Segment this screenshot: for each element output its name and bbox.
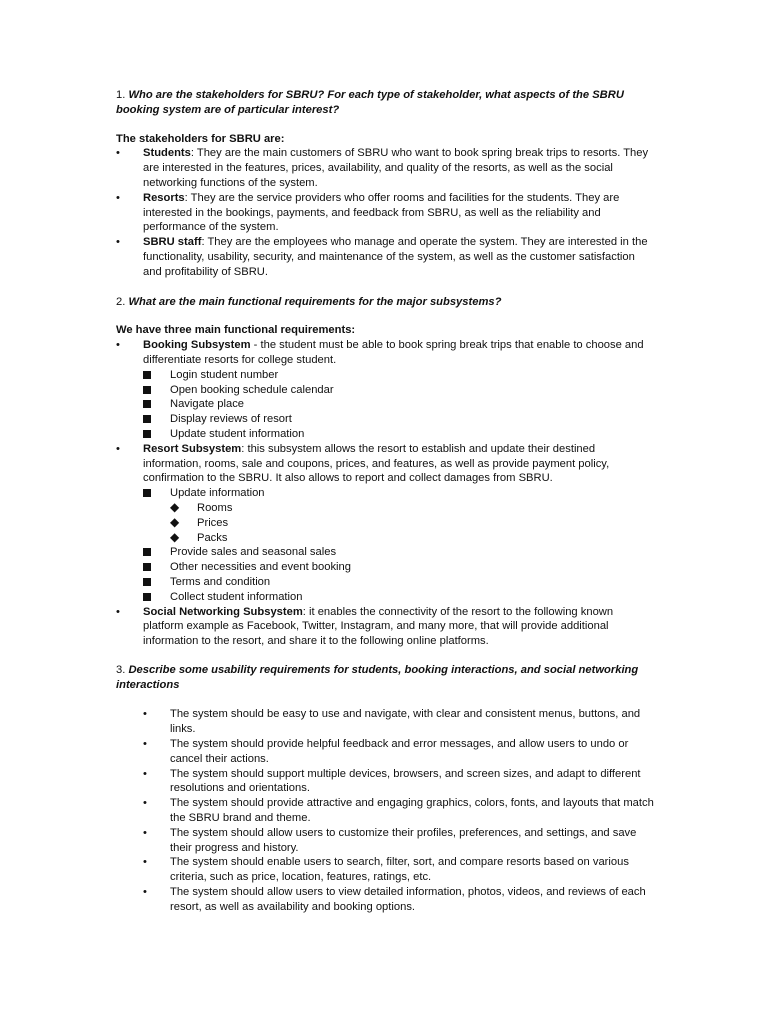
list-item (116, 707, 656, 737)
list-item (143, 427, 656, 442)
item-text: Provide sales and seasonal sales (170, 546, 337, 559)
bullet-icon: • (116, 442, 120, 455)
list-item (143, 383, 656, 398)
bullet-icon: • (143, 856, 147, 869)
item-text: The system should be easy to use and navigate, with clear and consistent menus, buttons, and links. (170, 708, 641, 736)
item-text: Navigate place (170, 398, 245, 411)
usability-list (116, 707, 656, 914)
square-bullet-icon (143, 578, 151, 586)
stakeholders-heading: The stakeholders for SBRU are: (116, 132, 285, 145)
list-item (116, 191, 656, 235)
item-text: The system should enable users to search, filter, sort, and compare resorts based on various criteria, such as price, location, features, ratings, etc. (170, 856, 629, 884)
square-bullet-icon (143, 563, 151, 571)
item-text: The system should allow users to customize their profiles, preferences, and settings, and save their progress and history. (170, 826, 637, 854)
item-text: Open booking schedule calendar (170, 383, 334, 396)
bullet-icon: • (116, 339, 120, 352)
list-item (116, 826, 656, 856)
item-term: Resorts (143, 191, 185, 204)
bullet-icon: • (143, 886, 147, 899)
diamond-bullet-icon: ◆ (170, 529, 180, 544)
item-text: The system should allow users to view detailed information, photos, videos, and reviews of each resort, as well as availability and booking options. (170, 886, 646, 913)
list-item-resort (116, 442, 656, 605)
question-text: Who are the stakeholders for SBRU? For each type of stakeholder, what aspects of the SBRU booking system are of particular interest? (116, 89, 624, 116)
item-term: Booking Subsystem (143, 339, 251, 352)
list-item (170, 516, 656, 531)
item-text: Update student information (170, 427, 305, 440)
item-term: Resort Subsystem (143, 442, 242, 455)
item-text: Login student number (170, 368, 279, 381)
square-bullet-icon (143, 386, 151, 394)
item-text: : this subsystem allows the resort to establish and update their destined information, rooms, sale and coupons, prices, and features, as well as provide payment policy, confirmation to the SBRU. It also allows to report and collect damages from SBRU. (143, 442, 610, 485)
item-text: : it enables the connectivity of the resort to the following known platform example as Facebook, Twitter, Instagram, and many more, that will provide additional information to the resort, and share it to the following online platforms. (143, 605, 614, 648)
list-item (170, 501, 656, 516)
list-item (116, 855, 656, 885)
list-item (143, 545, 656, 560)
booking-feature-list (143, 368, 656, 442)
functional-heading: We have three main functional requirements: (116, 324, 356, 337)
question-2 (116, 295, 656, 310)
item-term: Students (143, 147, 191, 160)
subsystem-list (116, 338, 656, 649)
question-1 (116, 88, 656, 118)
square-bullet-icon (143, 371, 151, 379)
question-number: 3. (116, 663, 126, 676)
question-3 (116, 663, 656, 693)
question-number: 1. (116, 89, 126, 101)
list-item (143, 397, 656, 412)
list-item (116, 767, 656, 797)
bullet-icon: • (116, 147, 120, 160)
item-text: The system should provide helpful feedback and error messages, and allow users to undo or cancel their actions. (170, 738, 629, 765)
question-text: Describe some usability requirements for students, booking interactions, and social networking interactions (116, 663, 639, 691)
item-text: Terms and condition (170, 575, 271, 588)
question-text: What are the main functional requirements for the major subsystems? (128, 295, 502, 308)
square-bullet-icon (143, 415, 151, 423)
list-item (170, 531, 656, 546)
square-bullet-icon (143, 593, 151, 601)
item-text: Rooms (197, 501, 233, 514)
question-number: 2. (116, 295, 126, 308)
item-text: Other necessities and event booking (170, 561, 351, 574)
update-info-list (170, 501, 656, 545)
item-text: Packs (197, 531, 228, 544)
bullet-icon: • (143, 797, 147, 810)
bullet-icon: • (143, 767, 147, 780)
list-item (143, 575, 656, 590)
bullet-icon: • (143, 826, 147, 839)
diamond-bullet-icon: ◆ (170, 499, 180, 514)
list-item (116, 146, 656, 190)
list-item-social (116, 605, 656, 649)
item-text: The system should provide attractive and engaging graphics, colors, fonts, and layouts that match the SBRU brand and theme. (170, 797, 654, 825)
list-item (116, 235, 656, 279)
bullet-icon: • (143, 738, 147, 751)
diamond-bullet-icon: ◆ (170, 514, 180, 529)
list-item (143, 368, 656, 383)
square-bullet-icon (143, 489, 151, 497)
item-text: : They are the service providers who offer rooms and facilities for the students. They are interested in the bookings, payments, and feedback from SBRU, as well as the reliability and performance of the system. (143, 191, 620, 234)
item-text: Display reviews of resort (170, 413, 292, 426)
list-item (143, 560, 656, 575)
list-item (143, 412, 656, 427)
list-item (143, 590, 656, 605)
stakeholder-list (116, 146, 656, 279)
bullet-icon: • (116, 605, 120, 618)
list-item-booking (116, 338, 656, 442)
item-term: SBRU staff (143, 236, 202, 249)
resort-feature-list (143, 486, 656, 604)
item-text: : They are the main customers of SBRU who want to book spring break trips to resorts. They are interested in the features, prices, availability, and quality of the resorts, as well as the social networking functions of the system. (143, 147, 649, 189)
list-item (116, 885, 656, 915)
list-item (143, 486, 656, 545)
item-text: Update information (170, 487, 265, 500)
item-text: - the student must be able to book spring break trips that enable to choose and differentiate resorts for college student. (143, 339, 644, 366)
item-text: : They are the employees who manage and operate the system. They are interested in the functionality, usability, security, and maintenance of the system, as well as the customer satisfaction and profitability of SBRU. (143, 236, 648, 278)
item-term: Social Networking Subsystem (143, 605, 303, 618)
square-bullet-icon (143, 400, 151, 408)
bullet-icon: • (116, 236, 120, 249)
square-bullet-icon (143, 430, 151, 438)
item-text: The system should support multiple devices, browsers, and screen sizes, and adapt to different resolutions and orientations. (170, 767, 641, 795)
bullet-icon: • (143, 708, 147, 721)
bullet-icon: • (116, 191, 120, 204)
list-item (116, 796, 656, 826)
square-bullet-icon (143, 548, 151, 556)
list-item (116, 737, 656, 767)
item-text: Collect student information (170, 590, 303, 603)
item-text: Prices (197, 516, 229, 529)
